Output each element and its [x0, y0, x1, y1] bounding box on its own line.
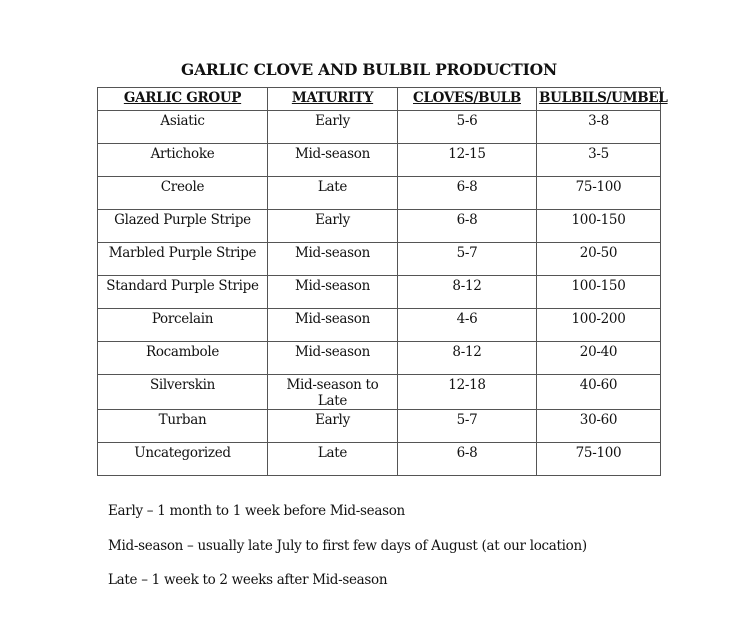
- cell-maturity: Mid-season: [268, 144, 398, 177]
- garlic-production-table: [97, 87, 668, 476]
- cell-bulbils: 40-60: [537, 375, 661, 410]
- cell-cloves: 6-8: [398, 177, 537, 210]
- cell-maturity: Late: [268, 443, 398, 476]
- cell-bulbils: 3-8: [537, 111, 661, 144]
- header-cloves-bulb: CLOVES/BULB: [398, 88, 537, 111]
- cell-maturity: Early: [268, 410, 398, 443]
- cell-group: Asiatic: [98, 111, 268, 144]
- cell-group: Turban: [98, 410, 268, 443]
- header-maturity: MATURITY: [268, 88, 398, 111]
- table-row: [98, 309, 661, 342]
- note-mid-season: Mid-season – usually late July to first few days of August (at our location): [108, 538, 587, 554]
- cell-cloves: 4-6: [398, 309, 537, 342]
- cell-cloves: 5-6: [398, 111, 537, 144]
- cell-cloves: 5-7: [398, 410, 537, 443]
- cell-bulbils: 100-150: [537, 210, 661, 243]
- cell-maturity: Late: [268, 177, 398, 210]
- cell-bulbils: 30-60: [537, 410, 661, 443]
- cell-cloves: 12-18: [398, 375, 537, 410]
- cell-cloves: 5-7: [398, 243, 537, 276]
- cell-maturity: Mid-season: [268, 309, 398, 342]
- cell-cloves: 12-15: [398, 144, 537, 177]
- cell-maturity: Mid-season to Late: [268, 375, 398, 410]
- cell-bulbils: 100-200: [537, 309, 661, 342]
- cell-bulbils: 75-100: [537, 443, 661, 476]
- cell-group: Uncategorized: [98, 443, 268, 476]
- cell-group: Creole: [98, 177, 268, 210]
- cell-cloves: 6-8: [398, 443, 537, 476]
- cell-cloves: 8-12: [398, 342, 537, 375]
- cell-group: Rocambole: [98, 342, 268, 375]
- table-row: [98, 210, 661, 243]
- cell-cloves: 6-8: [398, 210, 537, 243]
- cell-maturity: Early: [268, 210, 398, 243]
- note-early: Early – 1 month to 1 week before Mid-season: [108, 503, 405, 519]
- cell-maturity: Mid-season: [268, 342, 398, 375]
- table-row: [98, 443, 661, 476]
- table-row: [98, 276, 661, 309]
- table-row: [98, 177, 661, 210]
- page-title: GARLIC CLOVE AND BULBIL PRODUCTION: [181, 60, 557, 79]
- cell-maturity: Early: [268, 111, 398, 144]
- cell-bulbils: 20-50: [537, 243, 661, 276]
- cell-maturity: Mid-season: [268, 276, 398, 309]
- cell-group: Glazed Purple Stripe: [98, 210, 268, 243]
- note-late: Late – 1 week to 2 weeks after Mid-season: [108, 572, 388, 588]
- cell-maturity: Mid-season: [268, 243, 398, 276]
- cell-group: Porcelain: [98, 309, 268, 342]
- table-row: [98, 144, 661, 177]
- table-row: [98, 111, 661, 144]
- table-header-row: [98, 88, 661, 111]
- cell-group: Artichoke: [98, 144, 268, 177]
- cell-bulbils: 75-100: [537, 177, 661, 210]
- cell-group: Silverskin: [98, 375, 268, 410]
- cell-group: Standard Purple Stripe: [98, 276, 268, 309]
- cell-bulbils: 100-150: [537, 276, 661, 309]
- cell-bulbils: 3-5: [537, 144, 661, 177]
- cell-bulbils: 20-40: [537, 342, 661, 375]
- table-row: [98, 243, 661, 276]
- table-row: [98, 375, 661, 410]
- table-row: [98, 410, 661, 443]
- cell-group: Marbled Purple Stripe: [98, 243, 268, 276]
- table-row: [98, 342, 661, 375]
- header-bulbils-umbel: BULBILS/UMBEL: [537, 88, 661, 111]
- header-garlic-group: GARLIC GROUP: [98, 88, 268, 111]
- cell-cloves: 8-12: [398, 276, 537, 309]
